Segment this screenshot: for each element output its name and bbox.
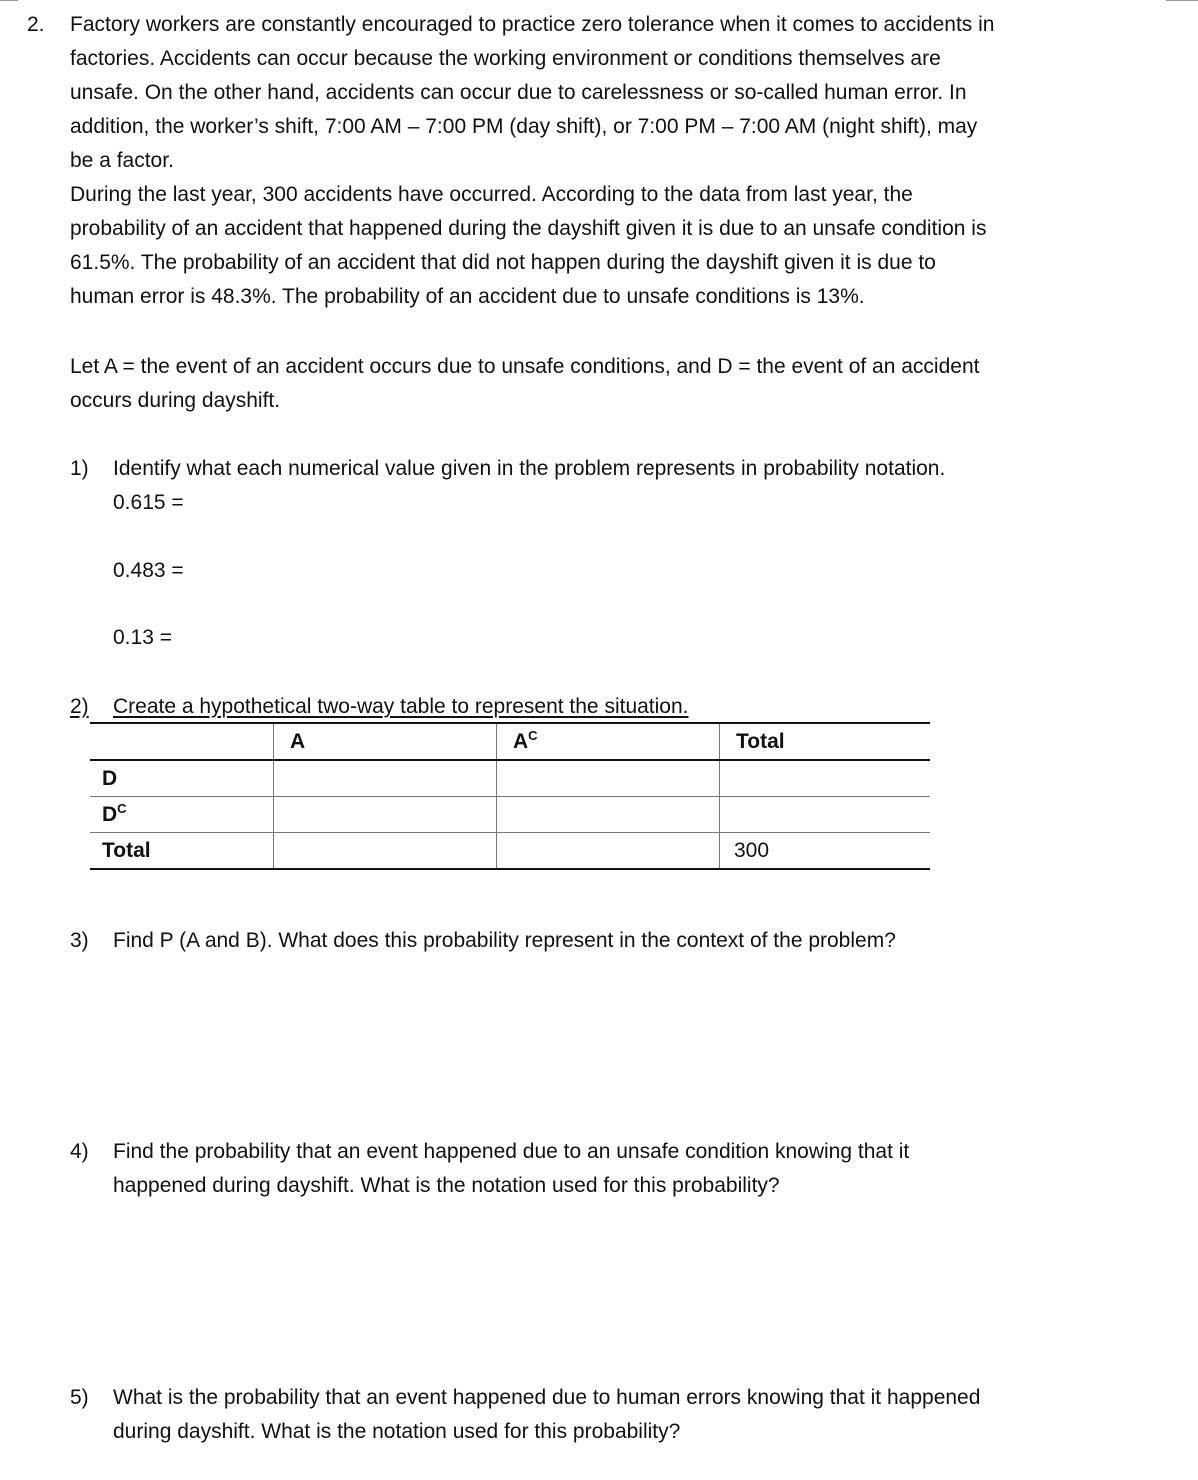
cell-grand-total: 300: [720, 833, 931, 870]
intro-paragraph: [70, 8, 1170, 178]
part-1-text: Identify what each numerical value given in the problem represents in probability notation.: [113, 457, 946, 480]
question-number: 2.: [27, 13, 45, 36]
definition-paragraph: [70, 350, 1170, 418]
header-a-complement: [497, 723, 720, 760]
cell-d-ac: [497, 760, 720, 797]
cell-total-a: [274, 833, 497, 870]
cell-dc-a: [274, 797, 497, 833]
answer-0483: 0.483 =: [113, 559, 184, 582]
row-label-base: D: [102, 766, 118, 790]
part-3-number: 3): [70, 929, 89, 952]
row-label-total: [90, 833, 274, 870]
row-label-sup: C: [117, 800, 127, 816]
cell-dc-total: [720, 797, 931, 833]
part-2-number: 2): [70, 695, 89, 718]
table-row: [90, 833, 930, 870]
part-5-text: [113, 1381, 1143, 1449]
part-4-line: happened during dayshift. What is the notation used for this probability?: [113, 1174, 780, 1197]
header-a: A: [274, 723, 497, 760]
part-5-number: 5): [70, 1386, 89, 1409]
header-blank: [90, 723, 274, 760]
intro-line: Factory workers are constantly encouraged to practice zero tolerance when it comes to accidents in: [70, 13, 995, 36]
table-header-row: [90, 723, 930, 760]
intro-line: addition, the worker’s shift, 7:00 AM – 7:00 PM (day shift), or 7:00 PM – 7:00 AM (night shift), may: [70, 115, 978, 138]
data-line: probability of an accident that happened during the dayshift given it is due to an unsafe condition is: [70, 217, 987, 240]
table-row: [90, 760, 930, 797]
row-label-base: D: [102, 802, 118, 826]
part-4-text: [113, 1135, 1143, 1203]
part-4-number: 4): [70, 1140, 89, 1163]
cell-d-a: [274, 760, 497, 797]
cell-dc-ac: [497, 797, 720, 833]
part-2-text: Create a hypothetical two-way table to represent the situation.: [113, 695, 689, 718]
data-paragraph: [70, 178, 1170, 314]
data-line: human error is 48.3%. The probability of an accident due to unsafe conditions is 13%.: [70, 285, 865, 308]
definition-line: Let A = the event of an accident occurs due to unsafe conditions, and D = the event of an accident: [70, 355, 980, 378]
part-5-line: during dayshift. What is the notation used for this probability?: [113, 1420, 681, 1443]
intro-line: factories. Accidents can occur because the working environment or conditions themselves are: [70, 47, 941, 70]
answer-013: 0.13 =: [113, 626, 172, 649]
answer-0615: 0.615 =: [113, 491, 184, 514]
definition-line: occurs during dayshift.: [70, 389, 281, 412]
part-4-line: Find the probability that an event happened due to an unsafe condition knowing that it: [113, 1140, 910, 1163]
cell-d-total: [720, 760, 931, 797]
data-line: During the last year, 300 accidents have occurred. According to the data from last year, the: [70, 183, 913, 206]
two-way-table: [90, 722, 930, 870]
part-1-number: 1): [70, 457, 89, 480]
intro-line: be a factor.: [70, 149, 174, 172]
header-total: Total: [720, 723, 931, 760]
part-5-line: What is the probability that an event happened due to human errors knowing that it happened: [113, 1386, 981, 1409]
header-a-complement-sup: C: [528, 727, 538, 743]
cell-total-ac: [497, 833, 720, 870]
table-row: [90, 797, 930, 833]
header-a-complement-base: A: [513, 729, 529, 753]
row-label-base: Total: [102, 838, 151, 862]
intro-line: unsafe. On the other hand, accidents can occur due to carelessness or so-called human error. In: [70, 81, 967, 104]
top-left-rule: [0, 0, 18, 1]
row-label-d: [90, 760, 274, 797]
data-line: 61.5%. The probability of an accident that did not happen during the dayshift given it is due to: [70, 251, 936, 274]
part-3-text: Find P (A and B). What does this probability represent in the context of the problem?: [113, 929, 896, 952]
top-right-rule: [1166, 0, 1198, 1]
row-label-d-complement: [90, 797, 274, 833]
